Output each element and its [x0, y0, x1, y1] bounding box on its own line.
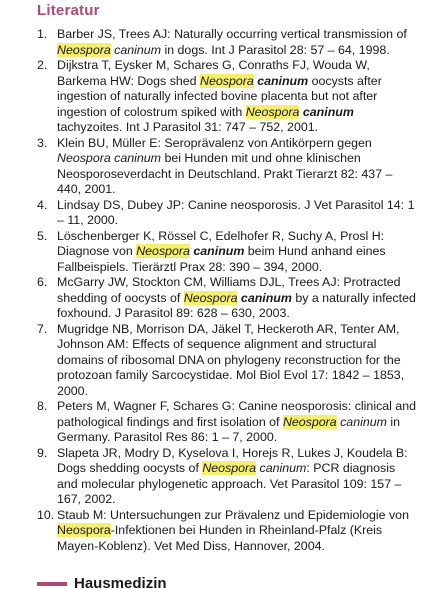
species-name: caninum — [336, 414, 387, 429]
reference-list — [37, 27, 417, 554]
reference-text: Lindsay DS, Dubey JP: Canine neosporosis. J Vet Parasitol 14: 1 – 11, 2000. — [57, 197, 415, 227]
reference-item — [37, 229, 417, 276]
species-name: Neospora — [202, 461, 257, 475]
reference-text: McGarry JW, Stockton CM, Williams DJL, Trees AJ: Protracted shedding of oocysts of — [57, 275, 401, 305]
species-name: Neospora — [183, 290, 238, 305]
reference-number: 9. — [37, 445, 48, 460]
section-marker — [37, 582, 67, 586]
species-name: Neospora — [282, 414, 337, 429]
reference-text: in dogs. Int J Parasitol 28: 57 – 64, 1998. — [161, 42, 390, 57]
reference-text: Mugridge NB, Morrison DA, Jäkel T, Heckeroth AR, Tenter AM, Johnson AM: Effects of sequence alignment and structural domains of ribosomal DNA on phylogeny reconstruction for the protozoan family Sarcocystidae. Mol Biol Evol 17: 1842 – 1853, 2000. — [57, 321, 405, 398]
species-name: Neospora — [57, 523, 111, 537]
species-name: Neospora — [200, 73, 254, 88]
reference-text: Klein BU, Müller E: Seroprävalenz von Antikörpern gegen — [57, 135, 372, 150]
reference-number: 5. — [37, 228, 48, 243]
reference-text: : PCR diagnosis and molecular phylogenetic approach. Vet Parasitol 109: 157 – 167, 2002. — [57, 461, 402, 506]
species-name: caninum — [253, 73, 309, 88]
reference-text: Löschenberger K, Rössel C, Edelhofer R, Suchy A, Prosl H: Diagnose von — [57, 228, 385, 258]
reference-number: 8. — [37, 399, 48, 413]
reference-text: in Germany. Parasitol Res 86: 1 – 7, 2000. — [57, 414, 401, 444]
reference-text: tachyzoites. Int J Parasitol 31: 747 – 752, 2001. — [57, 120, 319, 134]
reference-text: by a naturally infected foxhound. J Parasitol 89: 628 – 630, 2003. — [57, 290, 416, 320]
reference-text: Slapeta JR, Modry D, Kyselova I, Horejs R, Lukes J, Koudela B: Dogs shedding oocysts of — [57, 445, 408, 475]
reference-text: Barber JS, Trees AJ: Naturally occurring vertical transmission of — [57, 27, 407, 41]
section-heading: Literatur — [37, 2, 100, 19]
species-name: Neospora — [245, 104, 300, 119]
species-name: Neospora caninum — [57, 151, 162, 165]
reference-number: 10. — [37, 507, 55, 522]
reference-text: -Infektionen bei Hunden in Rheinland-Pfalz (Kreis Mayen-Koblenz). Vet Med Diss, Hannover, 2004. — [57, 523, 383, 553]
reference-item — [37, 322, 417, 400]
reference-item — [37, 27, 417, 58]
reference-item — [37, 275, 417, 322]
reference-number: 6. — [37, 275, 48, 289]
reference-number: 2. — [37, 58, 48, 72]
reference-item — [37, 58, 417, 136]
reference-text: Staub M: Untersuchungen zur Prävalenz und Epidemiologie von — [57, 507, 409, 522]
reference-text: oocysts after ingestion of naturally infected bovine placenta but not after ingestion of colostrum spiked with — [57, 73, 382, 119]
reference-item — [37, 198, 417, 229]
reference-text: Peters M, Wagner F, Schares G: Canine neosporosis: clinical and pathological findings and first isolation of — [57, 399, 417, 429]
reference-text: bei Hunden mit und ohne klinischen Neosporoseverdacht in Deutschland. Prakt Tierarzt 82: 437 – 440, 2001. — [57, 151, 393, 196]
reference-item — [37, 399, 417, 446]
reference-number: 4. — [37, 197, 48, 212]
reference-number: 1. — [37, 27, 48, 41]
reference-item — [37, 446, 417, 508]
species-name: caninum — [189, 244, 245, 258]
species-name: caninum — [237, 290, 292, 305]
reference-item — [37, 508, 417, 555]
reference-text: Dijkstra T, Eysker M, Schares G, Conraths FJ, Wouda W, Barkema HW: Dogs shed — [57, 58, 370, 88]
reference-text: beim Hund anhand eines Fallbeispiels. Tierärztl Prax 28: 390 – 394, 2000. — [57, 244, 386, 274]
species-name: caninum — [299, 104, 354, 119]
species-name: caninum — [256, 461, 307, 475]
species-name: caninum — [110, 42, 162, 57]
reference-item — [37, 136, 417, 198]
next-section-heading: Hausmedizin — [74, 575, 167, 589]
reference-number: 3. — [37, 135, 48, 150]
species-name: Neospora — [136, 244, 190, 258]
reference-number: 7. — [37, 321, 48, 336]
species-name: Neospora — [57, 42, 111, 57]
